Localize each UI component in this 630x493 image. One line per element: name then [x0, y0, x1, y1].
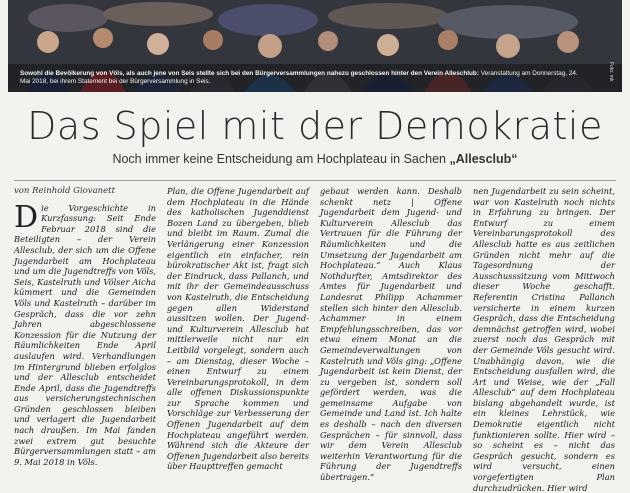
subhead-club-name: „Allesclub“: [449, 152, 518, 166]
column-4-body: nen Jugendarbeit zu sein scheint, war von Kastelruth noch nichts in Erfahrung zu bringen. Der Entwurf zu einem Vereinbarungsprotokoll des Allesclub hatte es aus zeitlichen Gründen nicht mehr auf die Tagesordnung der Ausschusssitzung vom Mittwoch dieser Woche geschafft. Referentin Cristina Pallanch versicherte in einem kurzen Gespräch, dass die Entscheidung demnächst getroffen wird, wobei zuerst noch das Gespräch mit der Gemeinde Völs gesucht wird. Unabhängig davon, wie die Entscheidung ausfallen wird, die Art und Weise, wie der „Fall Allesclub“ auf dem Hochplateau bislang abgehandelt wurde, ist ein kleines Lehrstück, wie Demokratie eigentlich nicht funktionieren sollte. Hier wird – so scheint es – nicht das Gespräch gesucht, sondern es wird versucht, einen vorgefertigten Plan durchzudrücken. Hier wird: [473, 186, 615, 493]
article-headline: Das Spiel mit der Demokratie: [27, 104, 603, 148]
photo-credit: Foto: mk: [608, 62, 614, 82]
column-1-text: [14, 199, 156, 468]
photo-caption-bold: Sowohl die Bevölkerung von Völs, als auch jene von Seis stellte sich bei den Bürgerversammlungen nahezu geschlossen hinter den Verein Alleschlub:: [20, 70, 479, 77]
article-column-1: [14, 186, 156, 467]
article-column-2: [167, 186, 309, 472]
article-body: [14, 186, 616, 493]
article-column-3: [320, 186, 462, 483]
article-author: von Reinhold Giovanett: [14, 186, 116, 196]
photo-caption-text: Veranstaltung am Donnerstag, 24. Mai 2018, bei ihrem Statement bei der Bürgerversammlung in Seis.: [20, 70, 578, 85]
article-photo: [8, 0, 622, 92]
photo-caption: [20, 70, 580, 86]
article-subheadline: [0, 152, 630, 166]
headline-divider: [14, 180, 616, 181]
column-1-body: ie Vorgeschichte in Kurzfassung: Seit Ende Februar 2018 sind die Beteiligten – der Verein Allesclub, der sich um die Offene Jugendarbeit am Hochplateau und um die Jugendtreffs von Völs, Seis, Kastelruth und Völser Aicha kümmert und die Gemeinden Völs und Kastelruth – darüber im Gespräch, dass die vor zehn Jahren abgeschlossene Konzession für die Nutzung der Räumlichkeiten Ende April auslaufen wird. Verhandlungen im Hintergrund blieben erfolglos und der Allesclub entscheidet Ende April, dass die Jugendtreffs aus versicherungstechnischen Gründen geschlossen bleiben und verlagert die Jugendarbeit nach draußen. Im Mai fanden zwei extrem gut besuchte Bürgerversammlungen statt – am 9. Mai 2018 in Völs.: [14, 202, 156, 467]
subhead-text: Noch immer keine Entscheidung am Hochplateau in Sachen: [112, 152, 446, 166]
dropcap-letter: D: [14, 199, 39, 235]
column-3-body: gebaut werden kann. Deshalb schenkt netz | Offene Jugendarbeit dem Jugend- und Kulturverein Allesclub das Vertrauen für die Führung der Räumlichkeiten und die Umsetzung der Jugendarbeit am Hochplateau.“ Auch Klaus Nothdurfter, Amtsdirektor des Amtes für Jugendarbeit und Landesrat Philipp Achammer stellen sich hinter den Allesclub. Achammer in einem Empfehlungsschreiben, das vor etwa einem Monat an die Gemeindeverwaltungen von Kastelruth und Völs ging: „Offene Jugendarbeit ist kein Dienst, der zu vergeben ist, sondern soll gefördert werden, was die gemeinsame Aufgabe von Gemeinde und Land ist. Ich halte es deshalb – nach den diversen Gesprächen – für sinnvoll, dass wir dem Verein Allesclub weiterhin Verantwortung für die Führung der Jugendtreffs übertragen.“: [320, 186, 462, 483]
column-2-body: Plan, die Offene Jugendarbeit auf dem Hochplateau in die Hände des katholischen Jugenddienst Bozen Land zu übergeben, blieb und bleibt im Raum. Zumal die Verlängerung einer Konzession eigentlich ein einfacher, rein bürokratischer Akt ist, fragt sich der Eindruck, dass Pallanch, und mit ihr der Gemeindeausschuss von Kastelruth, die Entscheidung gegen allen Widerstand aussitzen wollen. Der Jugend- und Kulturverein Allesclub hat mittlerweile nicht nur ein Leitbild vorgelegt, sondern auch – am Dienstag, dieser Woche – einen Entwurf zu einem Vereinbarungsprotokoll, in dem alle offenen Diskussionspunkte zur Sprache kommen und Vorschläge zur Verbesserung der Offenen Jugendarbeit auf dem Hochplateau angeführt werden. Während sich die Akteure der Offenen Jugendarbeit also bereits über Haupttreffen gemacht: [167, 186, 309, 472]
article-column-4: [473, 186, 615, 493]
